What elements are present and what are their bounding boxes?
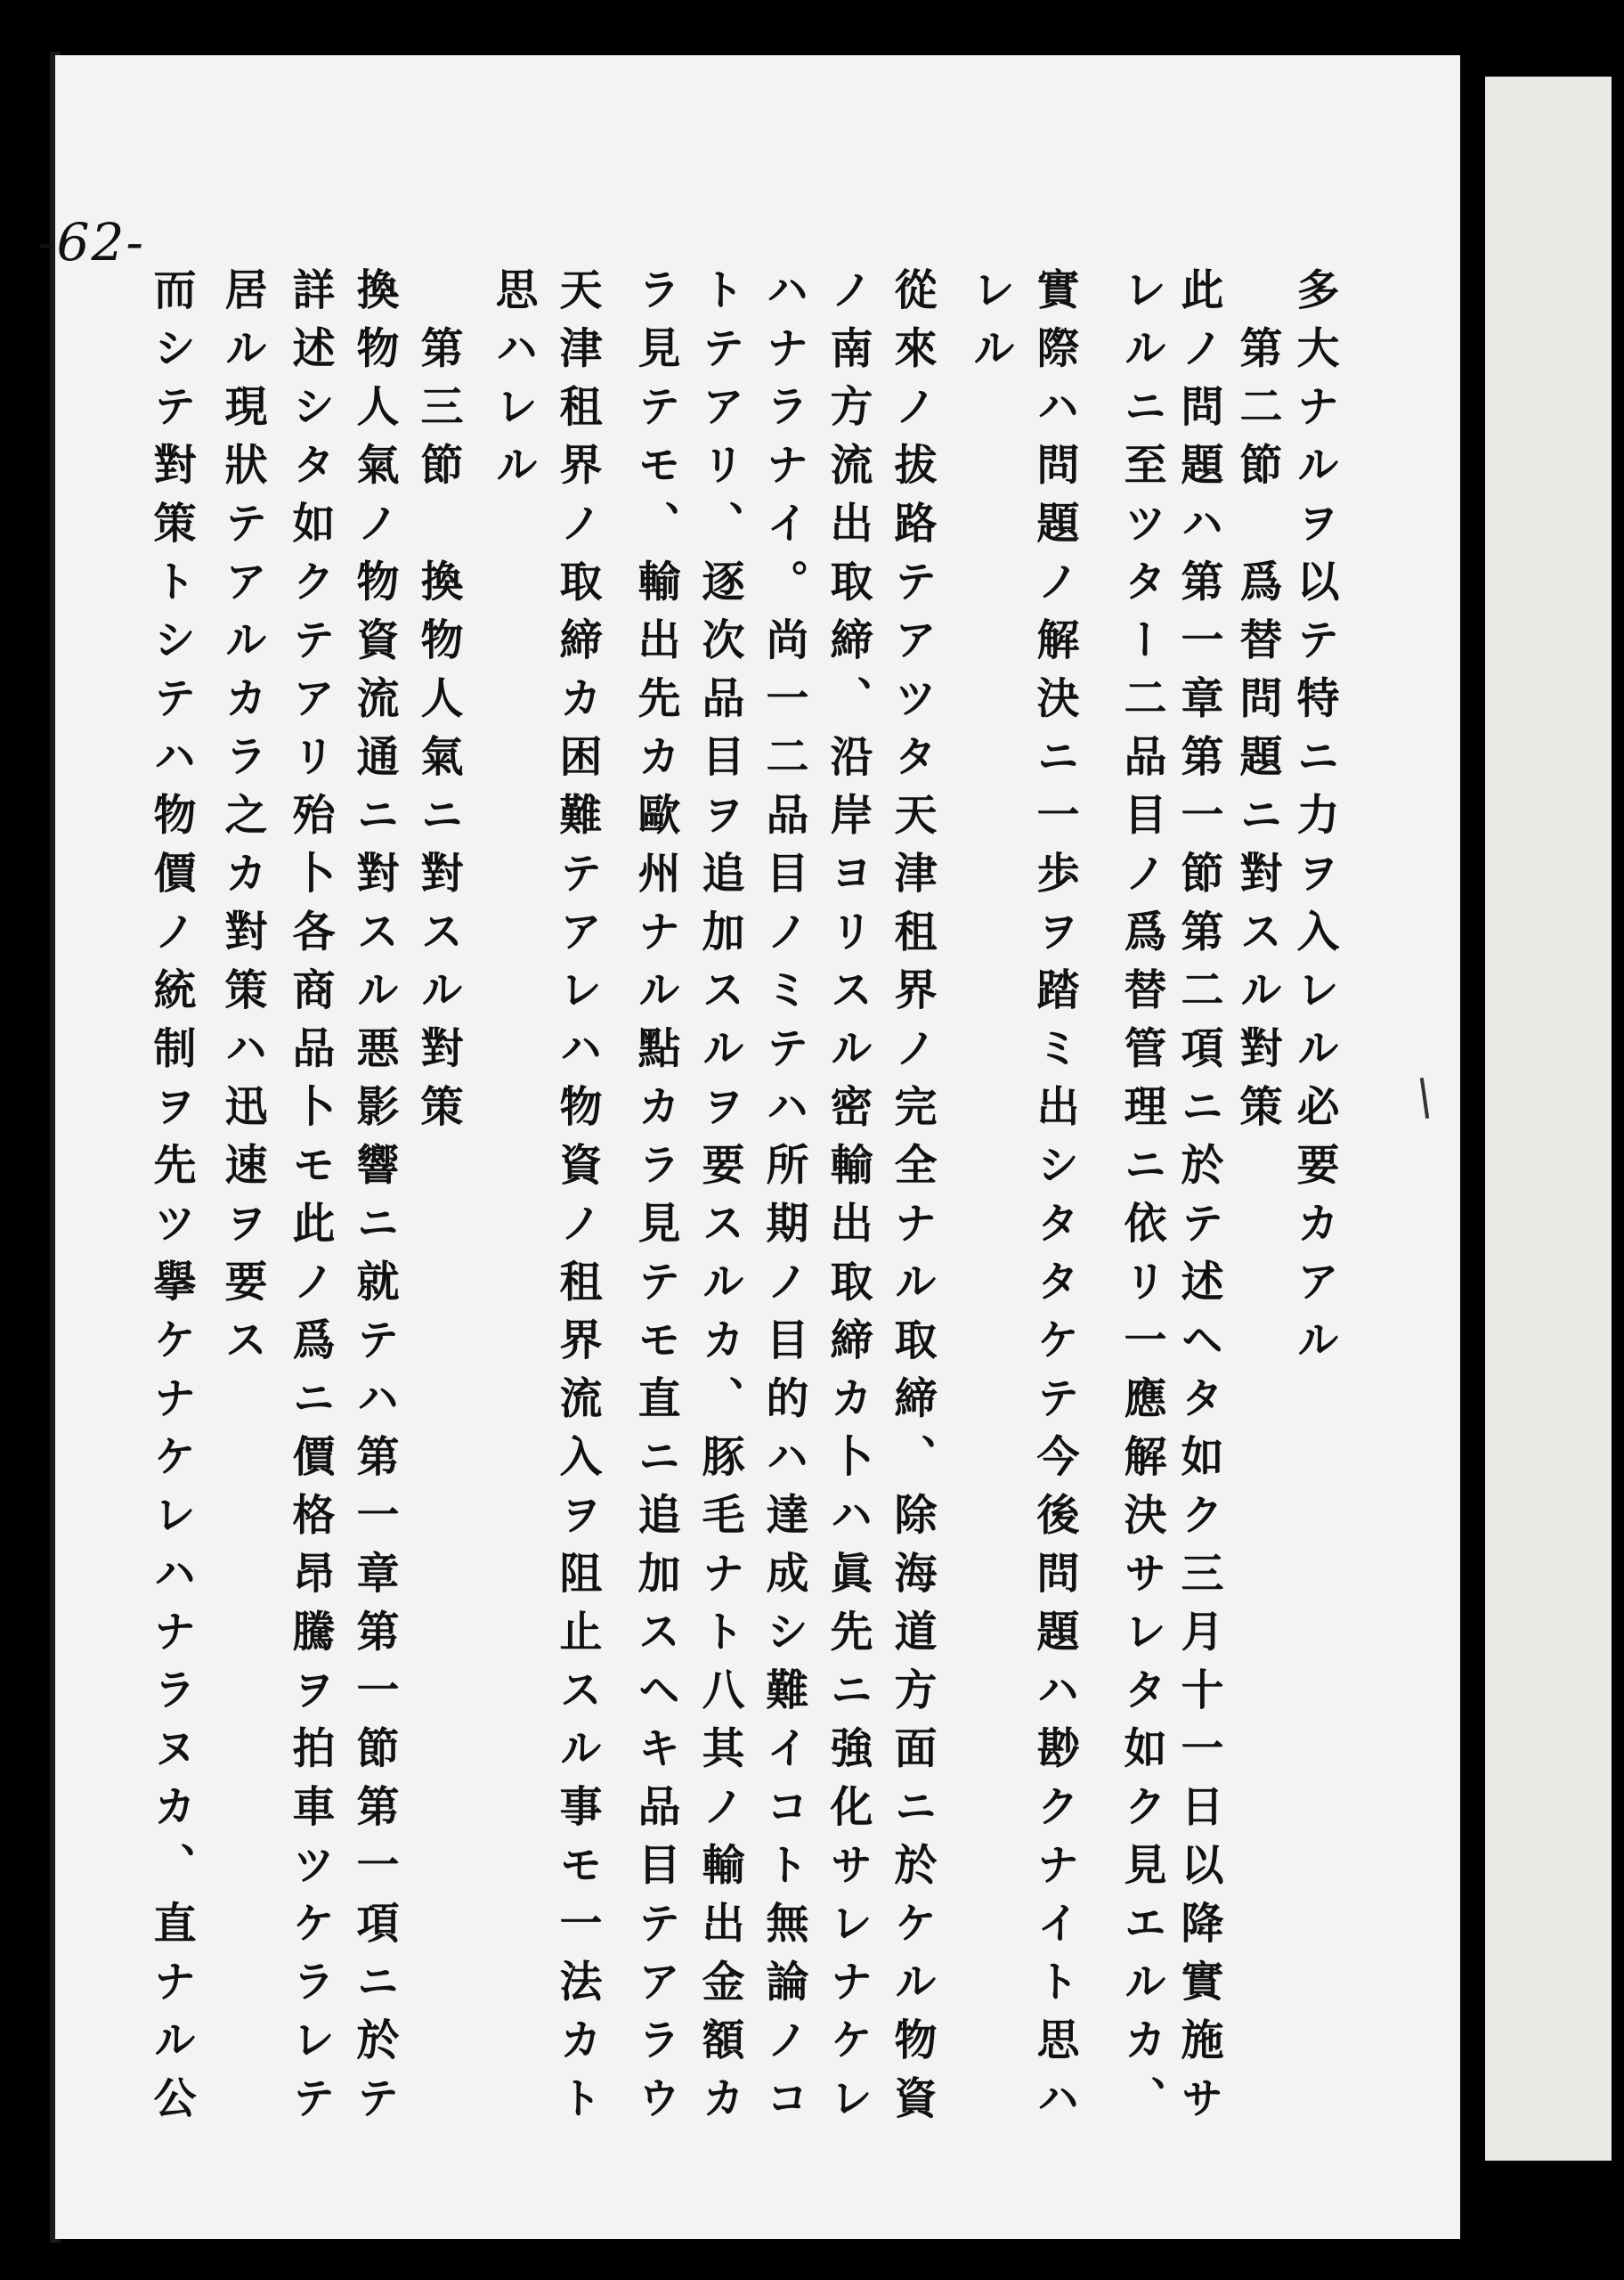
- text-line: 而シテ對策トシテハ物價ノ統制ヲ先ツ擧ケナケレハナラヌカ、直ナル公: [146, 267, 196, 2134]
- text-line: 從來ノ拔路テアツタ天津租界ノ完全ナル取締、除海道方面ニ於ケル物資: [887, 267, 937, 2134]
- text-line: ハナラナイ。尚一二品目ノミテハ所期ノ目的ハ達成シ難イコト無論ノコ: [759, 267, 808, 2134]
- text-line: ラ見テモ、輸出先カ歐州ナル點カラ見テモ直ニ追加スヘキ品目テアラウ: [630, 267, 680, 2134]
- section-heading: 第三節 換物人氣ニ對スル對策: [413, 267, 463, 1143]
- text-line: 換物人氣ノ物資流通ニ對スル悪影響ニ就テハ第一章第一節第一項ニ於テ: [349, 267, 399, 2134]
- text-line: トテアリ、逐次品目ヲ追加スルヲ要スルカ、豚毛ナト八其ノ輸出金額カ: [694, 267, 744, 2134]
- text-line: 思ハレル: [488, 267, 538, 501]
- text-line: 多大ナルヲ以テ特ニ力ヲ入レル必要カアル: [1289, 267, 1339, 1376]
- text-line: 居ル現狀テアルカラ之カ對策ハ迅速ヲ要ス: [217, 267, 267, 1376]
- text-line: 詳述シタ如クテアリ殆卜各商品卜モ此ノ爲ニ價格昂騰ヲ拍車ツケラレテ: [285, 267, 335, 2134]
- page-number: -62-: [37, 212, 145, 273]
- text-line: 天津租界ノ取締カ困難テアレハ物資ノ租界流入ヲ阻止スル事モ一法カト: [552, 267, 602, 2134]
- facing-page-edge: [1485, 77, 1612, 2161]
- text-line: レル: [965, 267, 1015, 384]
- section-heading: 第二節 爲替問題ニ對スル對策: [1232, 267, 1282, 1143]
- text-line: 實際ハ問題ノ解決ニ一歩ヲ踏ミ出シタタケテ今後問題ハ尠クナイト思ハ: [1029, 267, 1079, 2134]
- text-line: ノ南方流出取締、沿岸ヨリスル密輸出取締カ卜ハ眞先ニ強化サレナケレ: [823, 267, 873, 2134]
- text-line: レルニ至ツター二品目ノ爲替管理ニ依リ一應解決サレタ如ク見エルカ、: [1116, 267, 1166, 2134]
- text-line: 此ノ問題ハ第一章第一節第二項ニ於テ述ヘタ如ク三月十一日以降實施サ: [1173, 267, 1223, 2134]
